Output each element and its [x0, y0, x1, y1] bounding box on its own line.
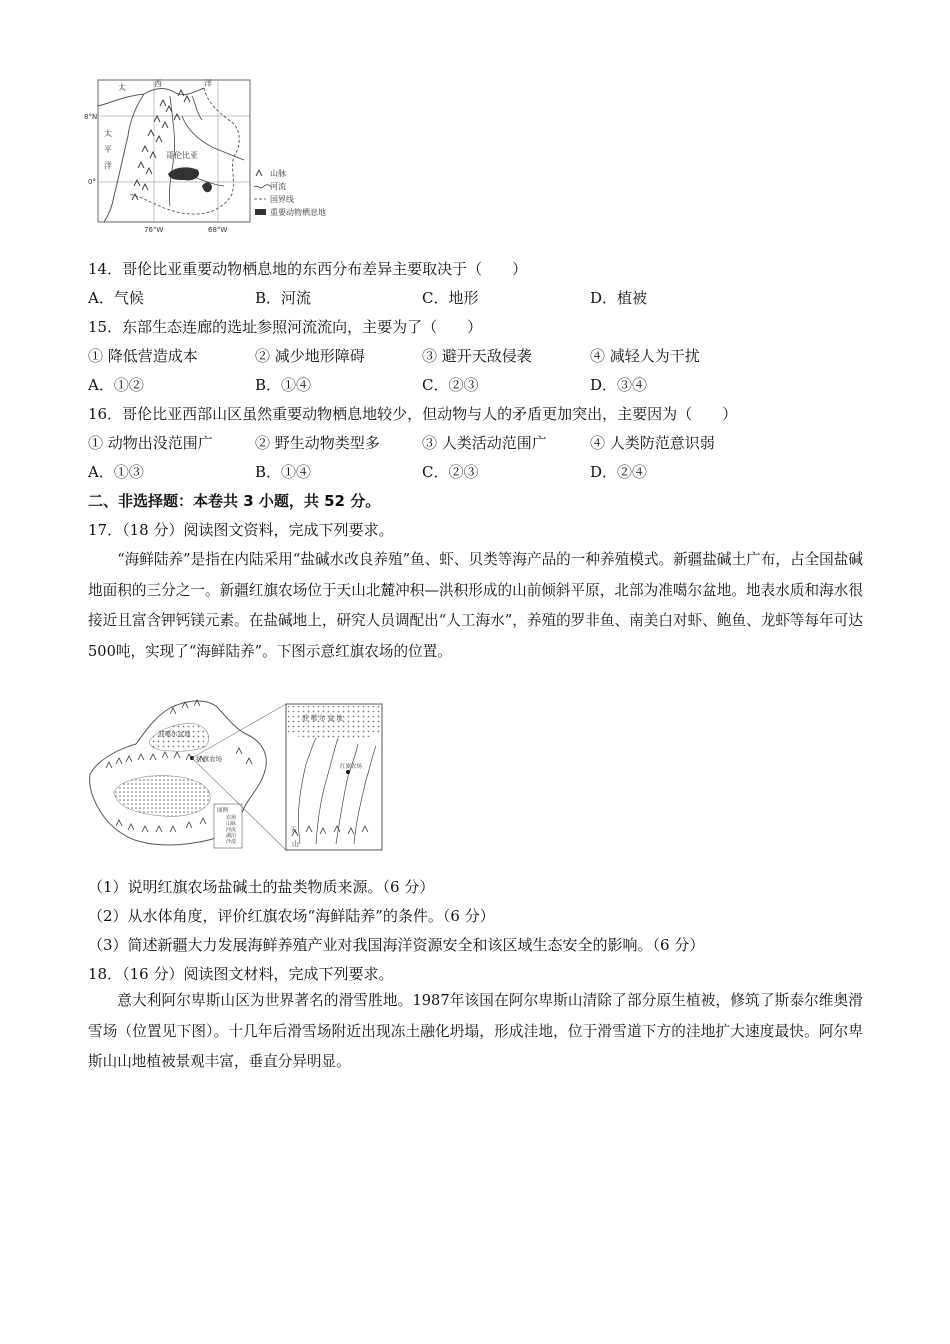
lat-8n-label: 8°N — [84, 113, 98, 121]
q15-item-1: ① 降低营造成本 — [88, 347, 198, 365]
q16-option-a: A．①③ — [88, 463, 144, 481]
q15-option-c: C．②③ — [422, 376, 479, 394]
q16-item-3: ③ 人类活动范围广 — [422, 434, 547, 452]
q15-item-4: ④ 减轻人为干扰 — [590, 347, 700, 365]
colombia-habitat-map — [84, 76, 354, 236]
q15-item-3: ③ 避开天敌侵袭 — [422, 347, 532, 365]
q14-option-c: C．地形 — [422, 289, 479, 307]
legend-item-mountain: 山脉 — [226, 821, 237, 827]
q17-paragraph: “海鲜陆养”是指在内陆采用“盐碱水改良养殖”鱼、虾、贝类等海产品的一种养殖模式。新疆盐碱土广布，占全国盐碱地面积的三分之一。新疆红旗农场位于天山北麓冲积—洪积形成的山前倾斜平原，北部为准噶尔盆地。地表水质和海水很接近且富含钾钙镁元素。在盐碱地上，研究人员调配出“人工海水”，养殖的罗非鱼、南美白对虾、鲍鱼、龙虾等每年可达500吨，实现了“海鲜陆养”。下图示意红旗农场的位置。 — [88, 551, 863, 660]
legend-habitat-icon — [255, 209, 266, 215]
legend-border: 国界线 — [270, 195, 294, 204]
legend-item-desert: 沙漠 — [226, 839, 237, 845]
pacific-label-1: 太 — [104, 129, 112, 138]
inset-tian-label: 天 — [290, 826, 297, 834]
q16-item-2: ② 野生动物类型多 — [255, 434, 380, 452]
q16-option-c: C．②③ — [422, 463, 479, 481]
lat-0-label: 0° — [88, 178, 96, 186]
mountain-symbols — [132, 90, 190, 200]
inset-farm-label: 红旗农场 — [340, 764, 363, 770]
q16-item-1: ① 动物出没范围广 — [88, 434, 213, 452]
q15-stem: 15．东部生态连廊的选址参照河流流向，主要为了（ ） — [88, 318, 483, 336]
farm-label: 红旗农场 — [196, 755, 222, 763]
q16-stem: 16．哥伦比亚西部山区虽然重要动物栖息地较少，但动物与人的矛盾更加突出，主要因为（ ） — [88, 405, 738, 423]
q18-paragraph: 意大利阿尔卑斯山区为世界著名的滑雪胜地。1987年该国在阿尔卑斯山清除了部分原生植被，修筑了斯泰尔维奥滑雪场（位置见下图）。十几年后滑雪场附近出现冻土融化坍塌，形成洼地，位于滑雪道下方的洼地扩大速度最快。阿尔卑斯山山地植被景观丰富，垂直分异明显。 — [88, 992, 863, 1070]
q16-option-b: B．①④ — [255, 463, 312, 481]
map1-legend — [254, 168, 326, 217]
legend-item-river: 河流 — [226, 827, 237, 833]
q18-stem: 18．（16 分）阅读图文材料，完成下列要求。 — [88, 965, 394, 983]
inset-farm-marker — [346, 770, 350, 774]
q15-item-2: ② 减少地形障碍 — [255, 347, 365, 365]
inset-basin-label: 准 噶 尔 盆 地 — [302, 714, 343, 722]
lon-68w-label: 68°W — [208, 226, 228, 234]
pacific-label-2: 平 — [104, 145, 112, 154]
country-label: 哥伦比亚 — [166, 151, 198, 160]
basin-label: 准噶尔盆地 — [158, 730, 191, 738]
q14-option-d: D．植被 — [590, 289, 648, 307]
habitat-central — [168, 167, 199, 180]
atlantic-label-3: 洋 — [204, 79, 212, 88]
q15-option-a: A．①② — [88, 376, 144, 394]
q17-sub-2: （2）从水体角度，评价红旗农场“海鲜陆养”的条件。（6 分） — [88, 907, 495, 925]
legend-item-lake: 湖泊 — [226, 833, 237, 839]
q17-stem: 17．（18 分）阅读图文资料，完成下列要求。 — [88, 521, 394, 539]
q14-option-a: A．气候 — [88, 289, 144, 307]
legend-river-icon — [254, 185, 271, 188]
legend-river: 河流 — [270, 182, 286, 191]
q15-option-b: B．①④ — [255, 376, 312, 394]
habitat-east — [202, 182, 212, 192]
q14-option-b: B．河流 — [255, 289, 312, 307]
legend-habitat: 重要动物栖息地 — [270, 208, 326, 217]
legend-mountain: 山脉 — [270, 169, 286, 178]
section-2-title: 二、非选择题：本卷共 3 小题，共 52 分。 — [88, 492, 381, 510]
legend-title: 图例 — [217, 808, 229, 814]
legend-mountain-icon — [256, 170, 262, 176]
inset-shan-label: 山 — [292, 840, 299, 848]
q17-sub-3: （3）简述新疆大力发展海鲜养殖产业对我国海洋资源安全和该区域生态安全的影响。（6 分） — [88, 936, 705, 954]
legend-item-farm: 农场 — [226, 815, 237, 821]
atlantic-label-1: 太 — [118, 83, 126, 92]
q14-stem: 14．哥伦比亚重要动物栖息地的东西分布差异主要取决于（ ） — [88, 260, 528, 278]
q15-option-d: D．③④ — [590, 376, 648, 394]
xinjiang-farm-map — [86, 694, 386, 854]
pacific-label-3: 洋 — [104, 161, 112, 170]
q16-option-d: D．②④ — [590, 463, 648, 481]
lon-76w-label: 76°W — [144, 226, 164, 234]
tarim-desert-shape — [114, 776, 210, 817]
inset-basin-shape — [288, 706, 380, 740]
atlantic-label-2: 西 — [154, 79, 162, 88]
q17-sub-1: （1）说明红旗农场盐碱土的盐类物质来源。（6 分） — [88, 878, 435, 896]
q16-item-4: ④ 人类防范意识弱 — [590, 434, 715, 452]
